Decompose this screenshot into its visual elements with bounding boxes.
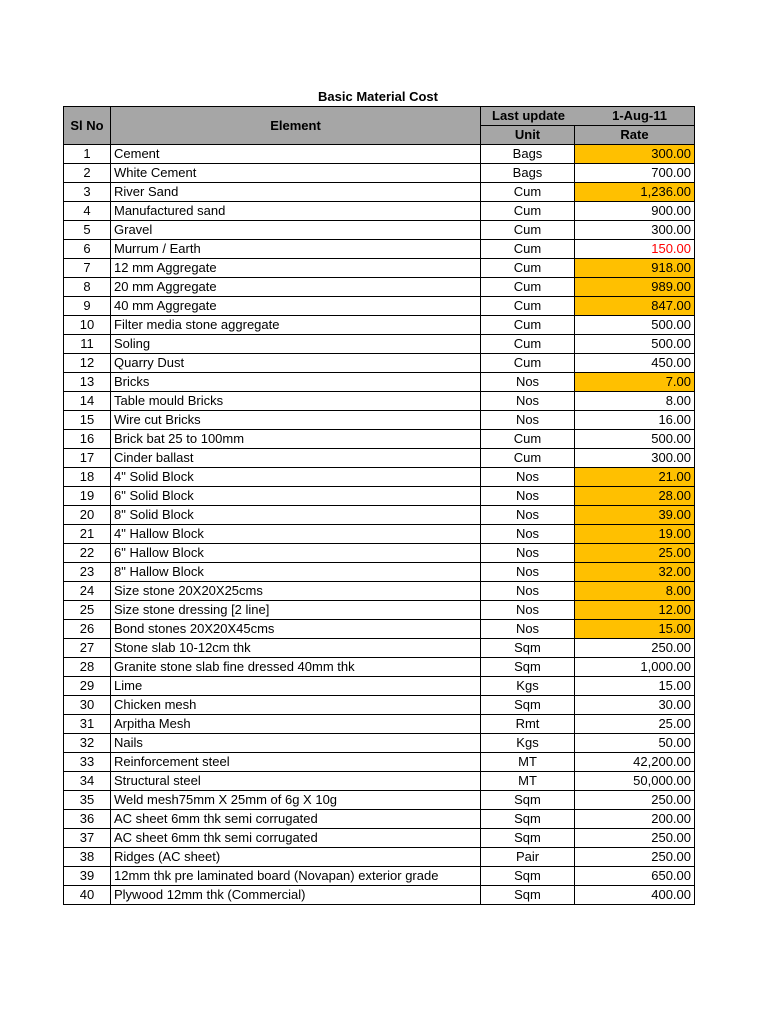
cell-rate[interactable]: 250.00 (575, 639, 695, 658)
table-row (64, 734, 695, 753)
cell-sl-no[interactable]: 29 (64, 677, 111, 696)
cell-sl-no[interactable]: 8 (64, 278, 111, 297)
table-body (64, 145, 695, 905)
cell-rate[interactable]: 700.00 (575, 164, 695, 183)
cell-unit[interactable]: Nos (481, 411, 575, 430)
cell-sl-no[interactable]: 19 (64, 487, 111, 506)
cell-sl-no[interactable]: 39 (64, 867, 111, 886)
cell-rate[interactable]: 39.00 (575, 506, 695, 525)
table-row (64, 297, 695, 316)
table-row (64, 240, 695, 259)
cell-sl-no[interactable]: 3 (64, 183, 111, 202)
last-update-date: 1-Aug-11 (612, 108, 667, 123)
cell-unit[interactable]: Cum (481, 221, 575, 240)
table-row (64, 753, 695, 772)
table-row (64, 392, 695, 411)
cell-rate[interactable]: 989.00 (575, 278, 695, 297)
table-row (64, 886, 695, 905)
cell-element[interactable]: Arpitha Mesh (111, 715, 481, 734)
cell-element[interactable]: Weld mesh75mm X 25mm of 6g X 10g (111, 791, 481, 810)
cell-rate[interactable]: 15.00 (575, 677, 695, 696)
cell-sl-no[interactable]: 27 (64, 639, 111, 658)
cell-unit[interactable]: Cum (481, 202, 575, 221)
cell-element[interactable]: Bricks (111, 373, 481, 392)
cell-rate[interactable]: 650.00 (575, 867, 695, 886)
cell-rate[interactable]: 847.00 (575, 297, 695, 316)
table-row (64, 677, 695, 696)
cell-rate[interactable]: 28.00 (575, 487, 695, 506)
cell-unit[interactable]: Cum (481, 297, 575, 316)
cell-sl-no[interactable]: 31 (64, 715, 111, 734)
table-row (64, 563, 695, 582)
cell-sl-no[interactable]: 5 (64, 221, 111, 240)
cell-element[interactable]: Wire cut Bricks (111, 411, 481, 430)
cell-rate[interactable]: 250.00 (575, 829, 695, 848)
cell-rate[interactable]: 400.00 (575, 886, 695, 905)
cell-sl-no[interactable]: 25 (64, 601, 111, 620)
cell-element[interactable]: Cinder ballast (111, 449, 481, 468)
cell-sl-no[interactable]: 4 (64, 202, 111, 221)
cell-rate[interactable]: 8.00 (575, 392, 695, 411)
cell-unit[interactable]: Kgs (481, 734, 575, 753)
cell-unit[interactable]: Nos (481, 544, 575, 563)
header-rate[interactable]: Rate (575, 126, 695, 145)
cell-unit[interactable]: Nos (481, 506, 575, 525)
table-row (64, 715, 695, 734)
table-row (64, 164, 695, 183)
table-row (64, 696, 695, 715)
cell-element[interactable]: Murrum / Earth (111, 240, 481, 259)
cell-element[interactable]: Cement (111, 145, 481, 164)
cell-unit[interactable]: Sqm (481, 658, 575, 677)
cell-rate[interactable]: 42,200.00 (575, 753, 695, 772)
table-row (64, 620, 695, 639)
table-row (64, 221, 695, 240)
cell-sl-no[interactable]: 1 (64, 145, 111, 164)
table-row (64, 373, 695, 392)
cell-sl-no[interactable]: 30 (64, 696, 111, 715)
cell-sl-no[interactable]: 17 (64, 449, 111, 468)
cell-element[interactable]: Brick bat 25 to 100mm (111, 430, 481, 449)
cell-element[interactable]: Nails (111, 734, 481, 753)
cell-element[interactable]: Quarry Dust (111, 354, 481, 373)
table-row (64, 867, 695, 886)
cell-element[interactable]: 12mm thk pre laminated board (Novapan) exterior grade (111, 867, 481, 886)
cell-sl-no[interactable]: 9 (64, 297, 111, 316)
cell-unit[interactable]: Rmt (481, 715, 575, 734)
cell-rate[interactable]: 300.00 (575, 449, 695, 468)
cell-unit[interactable]: Sqm (481, 886, 575, 905)
cell-rate[interactable]: 25.00 (575, 715, 695, 734)
table-row (64, 639, 695, 658)
cell-sl-no[interactable]: 34 (64, 772, 111, 791)
cell-rate[interactable]: 300.00 (575, 145, 695, 164)
cell-sl-no[interactable]: 6 (64, 240, 111, 259)
cell-unit[interactable]: Cum (481, 430, 575, 449)
cell-rate[interactable]: 30.00 (575, 696, 695, 715)
cell-sl-no[interactable]: 16 (64, 430, 111, 449)
cell-unit[interactable]: Cum (481, 278, 575, 297)
cell-sl-no[interactable]: 15 (64, 411, 111, 430)
cell-unit[interactable]: Cum (481, 354, 575, 373)
cell-sl-no[interactable]: 38 (64, 848, 111, 867)
table-row (64, 468, 695, 487)
cell-element[interactable]: Size stone 20X20X25cms (111, 582, 481, 601)
cell-unit[interactable]: Nos (481, 601, 575, 620)
cell-element[interactable]: 12 mm Aggregate (111, 259, 481, 278)
cell-unit[interactable]: Cum (481, 316, 575, 335)
cell-rate[interactable]: 450.00 (575, 354, 695, 373)
cell-unit[interactable]: Cum (481, 240, 575, 259)
cell-element[interactable]: 8" Solid Block (111, 506, 481, 525)
cell-sl-no[interactable]: 36 (64, 810, 111, 829)
table-row (64, 183, 695, 202)
cell-sl-no[interactable]: 18 (64, 468, 111, 487)
cell-sl-no[interactable]: 24 (64, 582, 111, 601)
cell-unit[interactable]: Sqm (481, 829, 575, 848)
table-row (64, 411, 695, 430)
cell-sl-no[interactable]: 23 (64, 563, 111, 582)
header-sl-no[interactable]: Sl No (64, 107, 111, 145)
cell-sl-no[interactable]: 20 (64, 506, 111, 525)
header-last-update[interactable] (481, 107, 695, 126)
cell-element[interactable]: Stone slab 10-12cm thk (111, 639, 481, 658)
cell-rate[interactable]: 16.00 (575, 411, 695, 430)
cell-rate[interactable]: 250.00 (575, 848, 695, 867)
cell-rate[interactable]: 21.00 (575, 468, 695, 487)
cell-element[interactable]: Soling (111, 335, 481, 354)
cell-sl-no[interactable]: 22 (64, 544, 111, 563)
cell-rate[interactable]: 15.00 (575, 620, 695, 639)
cell-unit[interactable]: Bags (481, 164, 575, 183)
table-row (64, 354, 695, 373)
cell-rate[interactable]: 8.00 (575, 582, 695, 601)
cell-rate[interactable]: 150.00 (575, 240, 695, 259)
cell-element[interactable]: 6" Hallow Block (111, 544, 481, 563)
cell-rate[interactable]: 19.00 (575, 525, 695, 544)
cell-rate[interactable]: 1,000.00 (575, 658, 695, 677)
cell-sl-no[interactable]: 14 (64, 392, 111, 411)
cell-element[interactable]: Chicken mesh (111, 696, 481, 715)
cell-element[interactable]: 8" Hallow Block (111, 563, 481, 582)
cell-unit[interactable]: Cum (481, 259, 575, 278)
sheet-title: Basic Material Cost (318, 89, 438, 104)
cell-rate[interactable]: 900.00 (575, 202, 695, 221)
cell-unit[interactable]: Sqm (481, 696, 575, 715)
cell-element[interactable]: Structural steel (111, 772, 481, 791)
cell-sl-no[interactable]: 7 (64, 259, 111, 278)
table-row (64, 430, 695, 449)
cell-sl-no[interactable]: 40 (64, 886, 111, 905)
cell-unit[interactable]: MT (481, 772, 575, 791)
cell-unit[interactable]: Nos (481, 373, 575, 392)
cell-rate[interactable]: 50.00 (575, 734, 695, 753)
cell-element[interactable]: AC sheet 6mm thk semi corrugated (111, 810, 481, 829)
table-row (64, 791, 695, 810)
cell-element[interactable]: Size stone dressing [2 line] (111, 601, 481, 620)
cell-element[interactable]: 4" Hallow Block (111, 525, 481, 544)
cell-rate[interactable]: 918.00 (575, 259, 695, 278)
cell-unit[interactable]: Nos (481, 582, 575, 601)
cell-sl-no[interactable]: 21 (64, 525, 111, 544)
cell-element[interactable]: Gravel (111, 221, 481, 240)
cell-rate[interactable]: 250.00 (575, 791, 695, 810)
cell-element[interactable]: AC sheet 6mm thk semi corrugated (111, 829, 481, 848)
cell-sl-no[interactable]: 11 (64, 335, 111, 354)
cell-element[interactable]: Granite stone slab fine dressed 40mm thk (111, 658, 481, 677)
cell-unit[interactable]: Sqm (481, 639, 575, 658)
cell-element[interactable]: White Cement (111, 164, 481, 183)
cell-unit[interactable]: Nos (481, 468, 575, 487)
last-update-label: Last update (492, 108, 565, 123)
cell-sl-no[interactable]: 2 (64, 164, 111, 183)
cell-unit[interactable]: Sqm (481, 867, 575, 886)
cell-unit[interactable]: Cum (481, 183, 575, 202)
table-row (64, 145, 695, 164)
cell-element[interactable]: 20 mm Aggregate (111, 278, 481, 297)
cell-element[interactable]: 40 mm Aggregate (111, 297, 481, 316)
cell-unit[interactable]: Sqm (481, 791, 575, 810)
cell-element[interactable]: Reinforcement steel (111, 753, 481, 772)
cell-rate[interactable]: 25.00 (575, 544, 695, 563)
cell-element[interactable]: Table mould Bricks (111, 392, 481, 411)
cell-sl-no[interactable]: 33 (64, 753, 111, 772)
header-row-1 (64, 107, 695, 126)
table-row (64, 582, 695, 601)
cell-element[interactable]: 6" Solid Block (111, 487, 481, 506)
cell-element[interactable]: Lime (111, 677, 481, 696)
header-unit[interactable]: Unit (481, 126, 575, 145)
cell-unit[interactable]: Nos (481, 563, 575, 582)
cell-rate[interactable]: 200.00 (575, 810, 695, 829)
cell-sl-no[interactable]: 12 (64, 354, 111, 373)
cell-element[interactable]: Filter media stone aggregate (111, 316, 481, 335)
cell-element[interactable]: River Sand (111, 183, 481, 202)
table-row (64, 810, 695, 829)
cell-rate[interactable]: 300.00 (575, 221, 695, 240)
cell-unit[interactable]: Sqm (481, 810, 575, 829)
table-row (64, 544, 695, 563)
cell-rate[interactable]: 500.00 (575, 316, 695, 335)
header-element[interactable]: Element (111, 107, 481, 145)
table-row (64, 449, 695, 468)
cell-element[interactable]: Bond stones 20X20X45cms (111, 620, 481, 639)
cell-unit[interactable]: Bags (481, 145, 575, 164)
cell-sl-no[interactable]: 28 (64, 658, 111, 677)
cell-sl-no[interactable]: 10 (64, 316, 111, 335)
table-row (64, 487, 695, 506)
cell-sl-no[interactable]: 37 (64, 829, 111, 848)
cell-unit[interactable]: Nos (481, 392, 575, 411)
cell-rate[interactable]: 50,000.00 (575, 772, 695, 791)
cell-sl-no[interactable]: 32 (64, 734, 111, 753)
table-row (64, 658, 695, 677)
cell-unit[interactable]: Nos (481, 525, 575, 544)
cell-element[interactable]: 4" Solid Block (111, 468, 481, 487)
cell-unit[interactable]: MT (481, 753, 575, 772)
cell-unit[interactable]: Pair (481, 848, 575, 867)
cell-rate[interactable]: 1,236.00 (575, 183, 695, 202)
table-row (64, 259, 695, 278)
cell-unit[interactable]: Kgs (481, 677, 575, 696)
cell-unit[interactable]: Nos (481, 487, 575, 506)
table-row (64, 848, 695, 867)
cell-unit[interactable]: Nos (481, 620, 575, 639)
cell-sl-no[interactable]: 35 (64, 791, 111, 810)
cell-element[interactable]: Plywood 12mm thk (Commercial) (111, 886, 481, 905)
cell-unit[interactable]: Cum (481, 335, 575, 354)
table-row (64, 506, 695, 525)
cell-sl-no[interactable]: 26 (64, 620, 111, 639)
cell-unit[interactable]: Cum (481, 449, 575, 468)
cell-rate[interactable]: 32.00 (575, 563, 695, 582)
table-row (64, 772, 695, 791)
cell-element[interactable]: Manufactured sand (111, 202, 481, 221)
table-row (64, 335, 695, 354)
cell-sl-no[interactable]: 13 (64, 373, 111, 392)
cell-rate[interactable]: 500.00 (575, 430, 695, 449)
table-row (64, 278, 695, 297)
table-row (64, 316, 695, 335)
cell-rate[interactable]: 7.00 (575, 373, 695, 392)
table-row (64, 202, 695, 221)
table-row (64, 525, 695, 544)
table-row (64, 829, 695, 848)
cell-rate[interactable]: 12.00 (575, 601, 695, 620)
cell-rate[interactable]: 500.00 (575, 335, 695, 354)
table-row (64, 601, 695, 620)
material-cost-table (63, 106, 695, 905)
cell-element[interactable]: Ridges (AC sheet) (111, 848, 481, 867)
